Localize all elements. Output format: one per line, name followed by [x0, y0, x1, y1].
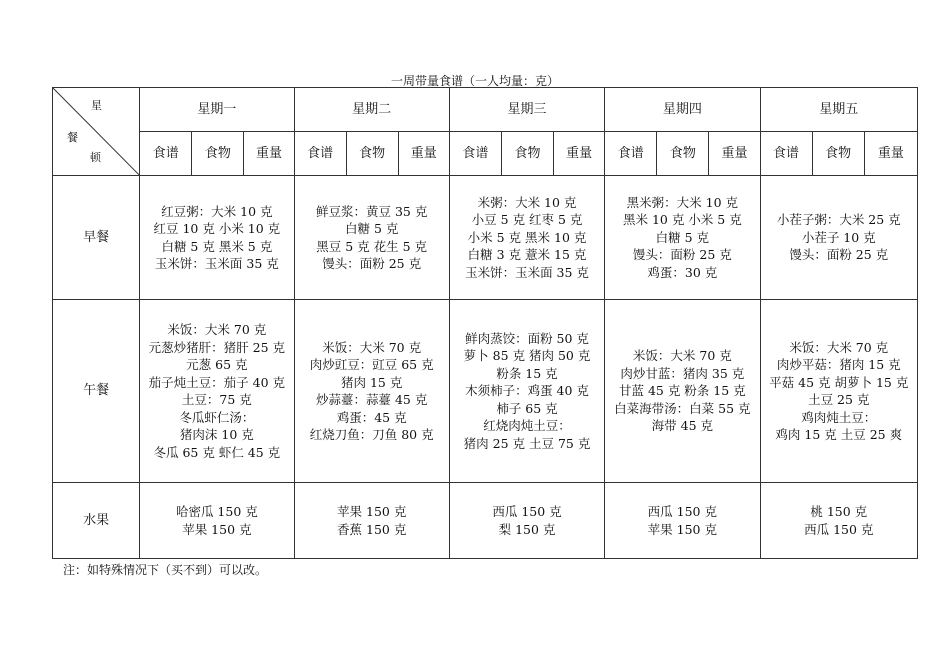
menu-line: 米饭：大米 70 克	[789, 339, 889, 355]
menu-line: 黑米粥：大米 10 克	[626, 194, 739, 210]
subheader-weight: 重量	[864, 132, 917, 176]
menu-cell-breakfast-wed	[449, 176, 604, 300]
menu-line: 米饭：大米 70 克	[632, 348, 732, 364]
subheader-food: 食物	[346, 132, 398, 176]
menu-line: 炒蒜薹：蒜薹 45 克	[316, 392, 428, 407]
menu-line: 鲜豆浆：黄豆 35 克	[316, 203, 428, 219]
subheader-food: 食物	[192, 132, 244, 176]
menu-line: 馒头：面粉 25 克	[632, 247, 732, 263]
menu-line: 小茬子 10 克	[801, 229, 876, 245]
menu-cell-lunch-mon	[140, 300, 294, 483]
day-header-mon: 星期一	[140, 88, 294, 132]
menu-line: 红豆 10 克 小米 10 克	[153, 221, 281, 236]
menu-line: 西瓜 150 克	[492, 504, 562, 519]
day-header-wed: 星期三	[449, 88, 604, 132]
subheader-weight: 重量	[398, 132, 449, 176]
menu-line: 土豆 25 克	[808, 392, 870, 407]
menu-line: 香蕉 150 克	[337, 521, 407, 537]
meal-row-breakfast	[53, 176, 918, 300]
menu-cell-fruit-mon	[140, 483, 294, 559]
menu-line: 肉炒甘蓝：猪肉 35 克	[620, 365, 745, 381]
subheader-weight: 重量	[709, 132, 760, 176]
menu-line: 鸡蛋：30 克	[647, 264, 718, 280]
menu-cell-fruit-thu	[605, 483, 760, 559]
menu-line: 馒头：面粉 25 克	[789, 247, 889, 263]
menu-line: 粉条 15 克	[496, 365, 558, 381]
menu-line: 鸡肉 15 克 土豆 25 爽	[775, 427, 903, 442]
menu-line: 白糖 5 克 黑米 5 克	[161, 238, 273, 254]
menu-line: 梨 150 克	[498, 521, 556, 537]
menu-line: 土豆：75 克	[181, 392, 252, 407]
menu-line: 黑米 10 克 小米 5 克	[622, 212, 742, 228]
subheader-food: 食物	[812, 132, 864, 176]
menu-cell-fruit-tue	[294, 483, 449, 559]
menu-line: 西瓜 150 克	[804, 521, 874, 537]
menu-line: 柿子 65 克	[496, 400, 558, 416]
menu-line: 黑豆 5 克 花生 5 克	[316, 238, 428, 254]
menu-line: 小米 5 克 黑米 10 克	[467, 229, 587, 245]
menu-line: 苹果 150 克	[182, 521, 252, 537]
corner-label-left-lower: 顿	[90, 151, 101, 164]
menu-line: 猪肉 15 克	[341, 374, 403, 390]
menu-line: 米饭：大米 70 克	[322, 339, 422, 355]
menu-line: 平菇 45 克 胡萝卜 15 克	[769, 374, 909, 390]
menu-line: 鲜肉蒸饺：面粉 50 克	[465, 330, 589, 346]
menu-line: 冬瓜虾仁汤：	[179, 409, 255, 425]
menu-line: 西瓜 150 克	[647, 504, 717, 519]
menu-line: 肉炒豇豆：豇豆 65 克	[309, 357, 434, 372]
corner-label-left-upper: 餐	[67, 131, 78, 144]
menu-line: 猪肉 25 克 土豆 75 克	[463, 435, 591, 451]
menu-line: 红烧肉炖土豆：	[483, 418, 571, 434]
menu-line: 肉炒平菇：猪肉 15 克	[776, 357, 901, 372]
subheader-weight: 重量	[554, 132, 605, 176]
menu-cell-lunch-tue	[294, 300, 449, 483]
subheader-weight: 重量	[244, 132, 294, 176]
menu-cell-fruit-wed	[449, 483, 604, 559]
menu-line: 玉米饼：玉米面 35 克	[154, 256, 279, 271]
subheader-recipe: 食谱	[760, 132, 812, 176]
meal-label-fruit: 水果	[53, 483, 140, 559]
subheader-recipe: 食谱	[294, 132, 346, 176]
menu-line: 红烧刀鱼：刀鱼 80 克	[309, 427, 434, 442]
menu-cell-fruit-fri	[760, 483, 918, 559]
menu-cell-lunch-thu	[605, 300, 760, 483]
menu-cell-breakfast-tue	[294, 176, 449, 300]
menu-line: 元葱 65 克	[186, 357, 248, 372]
menu-line: 哈密瓜 150 克	[175, 504, 258, 519]
menu-line: 甘蓝 45 克 粉条 15 克	[618, 383, 746, 399]
subheader-row	[53, 132, 918, 176]
footnote: 注：如特殊情况下（买不到）可以改。	[63, 563, 268, 577]
menu-line: 白糖 3 克 薏米 15 克	[467, 247, 587, 263]
menu-line: 鸡肉炖土豆：	[801, 409, 877, 425]
menu-line: 白菜海带汤：白菜 55 克	[614, 400, 751, 416]
page-title: 一周带量食谱（一人均量：克）	[390, 74, 559, 88]
menu-line: 玉米饼：玉米面 35 克	[465, 264, 589, 280]
menu-line: 白糖 5 克	[344, 221, 399, 236]
subheader-food: 食物	[501, 132, 553, 176]
menu-line: 小茬子粥：大米 25 克	[776, 212, 901, 228]
menu-cell-breakfast-mon	[140, 176, 294, 300]
corner-label-top: 星	[91, 99, 102, 112]
weekly-menu-table	[52, 87, 918, 559]
menu-cell-breakfast-fri	[760, 176, 918, 300]
subheader-recipe: 食谱	[449, 132, 501, 176]
menu-line: 小豆 5 克 红枣 5 克	[471, 212, 583, 228]
menu-cell-breakfast-thu	[605, 176, 760, 300]
menu-line: 鸡蛋：45 克	[336, 409, 407, 425]
meal-row-lunch	[53, 300, 918, 483]
menu-line: 木须柿子：鸡蛋 40 克	[465, 383, 589, 399]
meal-label-lunch: 午餐	[53, 300, 140, 483]
menu-line: 米粥：大米 10 克	[477, 194, 577, 210]
menu-line: 海带 45 克	[651, 418, 714, 434]
day-header-row	[53, 88, 918, 132]
menu-line: 茄子炖土豆：茄子 40 克	[148, 374, 286, 390]
menu-line: 猪肉沫 10 克	[179, 427, 254, 442]
menu-line: 红豆粥：大米 10 克	[161, 203, 273, 219]
menu-line: 苹果 150 克	[337, 504, 407, 519]
day-header-fri: 星期五	[760, 88, 918, 132]
menu-cell-lunch-fri	[760, 300, 918, 483]
menu-line: 白糖 5 克	[655, 229, 710, 245]
day-header-tue: 星期二	[294, 88, 449, 132]
menu-line: 苹果 150 克	[647, 521, 717, 537]
menu-line: 萝卜 85 克 猪肉 50 克	[463, 348, 591, 364]
corner-cell	[53, 88, 140, 176]
meal-row-fruit	[53, 483, 918, 559]
menu-line: 桃 150 克	[810, 504, 868, 519]
subheader-recipe: 食谱	[140, 132, 192, 176]
meal-label-breakfast: 早餐	[53, 176, 140, 300]
menu-line: 米饭：大米 70 克	[167, 322, 267, 337]
menu-line: 元葱炒猪肝：猪肝 25 克	[148, 339, 286, 355]
day-header-thu: 星期四	[605, 88, 760, 132]
menu-line: 馒头：面粉 25 克	[322, 256, 422, 271]
menu-line: 冬瓜 65 克 虾仁 45 克	[153, 444, 281, 460]
subheader-recipe: 食谱	[605, 132, 657, 176]
menu-cell-lunch-wed	[449, 300, 604, 483]
subheader-food: 食物	[657, 132, 709, 176]
